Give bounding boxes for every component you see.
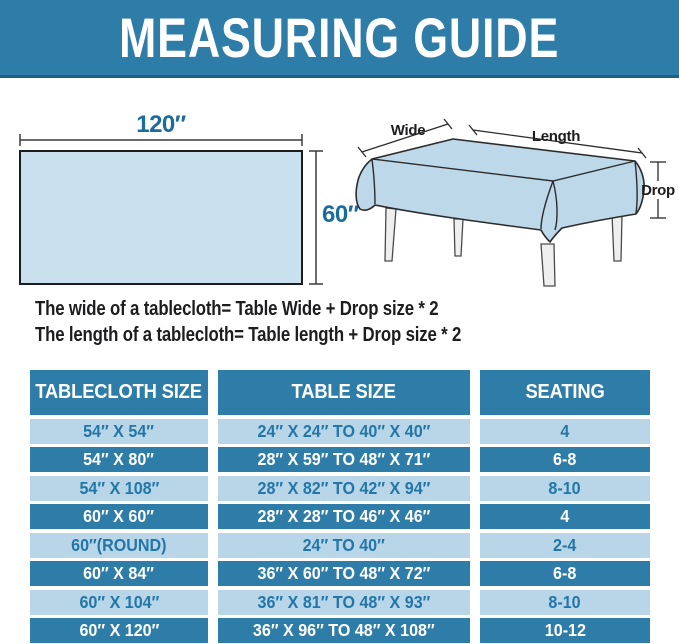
table-cell-tablecloth-size: 60″ X 84″: [30, 561, 208, 586]
table-cell-seating: 10-12: [480, 618, 650, 643]
table-cell-table-size: 36″ X 96″ TO 48″ X 108″: [218, 618, 470, 643]
length-label: Length: [531, 128, 581, 145]
table-header-table-size: TABLE SIZE: [218, 370, 470, 415]
table-cell-seating: 4: [480, 504, 650, 529]
measuring-diagram: [0, 78, 679, 300]
table-cell-tablecloth-size: 60″ X 104″: [30, 590, 208, 615]
flat-tablecloth-diagram: [20, 111, 360, 284]
table-cell-table-size: 28″ X 28″ TO 46″ X 46″: [218, 504, 470, 529]
height-dimension-label: 60″: [322, 201, 359, 228]
drop-label: Drop: [641, 182, 675, 199]
height-dimension-line: [309, 151, 323, 284]
table-cell-table-size: 36″ X 81″ TO 48″ X 93″: [218, 590, 470, 615]
table-cell-table-size: 36″ X 60″ TO 48″ X 72″: [218, 561, 470, 586]
table-cell-seating: 6-8: [480, 561, 650, 586]
size-table: [30, 370, 650, 643]
table-cell-table-size: 24″ X 24″ TO 40″ X 40″: [218, 419, 470, 444]
table-cell-tablecloth-size: 54″ X 80″: [30, 447, 208, 472]
table-cell-tablecloth-size: 60″(ROUND): [30, 533, 208, 558]
table-cell-tablecloth-size: 54″ X 54″: [30, 419, 208, 444]
cloth-silhouette: [356, 139, 644, 242]
page-title: MEASURING GUIDE: [119, 6, 560, 69]
table-cell-tablecloth-size: 60″ X 120″: [30, 618, 208, 643]
tablecloth-illustration: [356, 119, 675, 286]
wide-label: Wide: [390, 122, 426, 139]
table-cell-table-size: 28″ X 82″ TO 42″ X 94″: [218, 476, 470, 501]
banner: [0, 0, 679, 78]
table-cell-seating: 8-10: [480, 476, 650, 501]
table-cell-seating: 6-8: [480, 447, 650, 472]
table-cell-tablecloth-size: 60″ X 60″: [30, 504, 208, 529]
formula-wide: The wide of a tablecloth= Table Wide + Drop size * 2: [35, 298, 439, 320]
table-cell-table-size: 24″ TO 40″: [218, 533, 470, 558]
formula-length: The length of a tablecloth= Table length + Drop size * 2: [35, 324, 462, 346]
table-cell-seating: 8-10: [480, 590, 650, 615]
table-header-tablecloth-size: TABLECLOTH SIZE: [30, 370, 208, 415]
table-cell-seating: 2-4: [480, 533, 650, 558]
tablecloth-rectangle: [20, 151, 302, 284]
width-dimension-label: 120″: [136, 111, 186, 138]
table-header-seating: SEATING: [480, 370, 650, 415]
table-cell-table-size: 28″ X 59″ TO 48″ X 71″: [218, 447, 470, 472]
table-cell-seating: 4: [480, 419, 650, 444]
table-cell-tablecloth-size: 54″ X 108″: [30, 476, 208, 501]
